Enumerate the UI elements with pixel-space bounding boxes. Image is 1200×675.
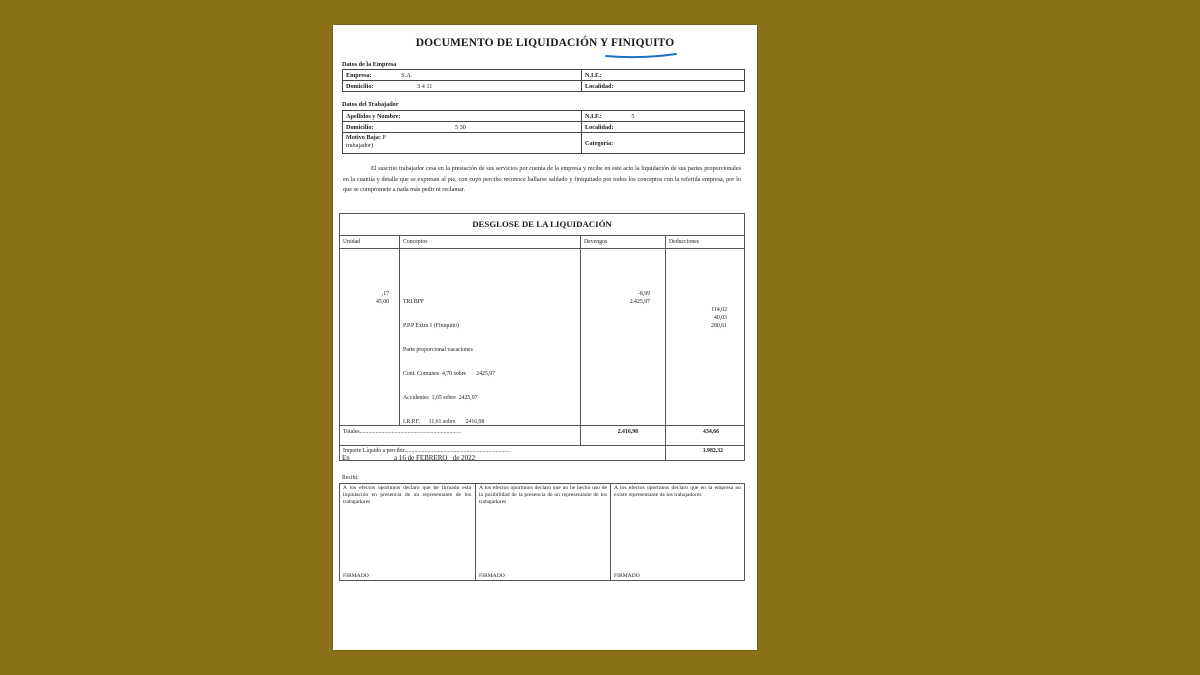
empresa-value: S.A. [401,71,413,79]
concept-item: Accidentes 1,65 sobre 2425,97 [403,395,478,401]
header-devengos: Devengos [584,239,608,245]
liquido-value: 1.982,32 [702,448,723,454]
deduccion-value: 114,02 [711,307,727,313]
firmado-label: FIRMADO [614,573,640,579]
concept-item: P.P.P Extra 1 (Finiquito) [403,323,459,329]
motivo-value: P [382,134,386,141]
concept-item: Cont. Comunes 4,70 sobre 2425,97 [403,371,496,377]
company-section-label: Datos de la Empresa [342,61,397,68]
totales-label: Totales...................................................................... [343,429,462,435]
worker-table [342,110,745,154]
signature-box-1 [339,483,476,581]
firmado-label: FIRMADO [479,573,505,579]
signature-text: A los efectos oportunos declaro que en la empresa no existe representante de los trabajadores [614,485,741,498]
company-domicilio-cell [343,81,582,92]
worker-categoria-cell [582,133,745,154]
place-date: a 16 de FEBRERO de 2022 [394,454,476,462]
worker-nif-label: N.I.F.: [585,112,602,120]
concept-item: Parte proporcional vacaciones [403,347,473,353]
total-deducciones: 434,66 [703,429,719,435]
deduccion-value: 280,61 [711,323,727,329]
signature-box-2 [475,483,611,581]
company-localidad-label: Localidad: [585,82,614,90]
concept-item: I.R.P.F. 11,61 sobre 2416,98 [403,419,485,425]
devengo-value: 2.425,97 [629,299,650,305]
worker-nif-cell [582,111,745,122]
recibi-label: Recibí: [342,475,359,481]
unidad-value: 45,00 [375,299,389,305]
concept-item: TRI BPF [403,299,425,305]
company-domicilio-value: 3 4 11 [417,82,433,90]
unidad-value [343,282,389,290]
signature-box-3 [610,483,745,581]
categoria-label: Categoría: [585,139,614,147]
breakdown-title: DESGLOSE DE LA LIQUIDACIÓN [472,219,612,229]
worker-nif-value: 5 [631,112,635,120]
deduccion-value: 40,03 [713,315,727,321]
worker-domicilio-label: Domicilio: [346,123,374,131]
header-unidad: Unidad [343,239,361,245]
blue-underline-mark [605,51,677,59]
totals-divider [340,425,744,426]
total-devengos: 2.416,98 [617,429,638,435]
worker-motivo-cell [343,133,582,154]
deduccion-value [667,282,727,290]
company-localidad-cell [582,81,745,92]
deduccion-value [667,298,727,306]
worker-localidad-cell [582,122,745,133]
concepts-column [403,282,495,442]
unidad-column [343,282,389,306]
header-divider [340,248,744,249]
company-empresa-cell [343,70,582,81]
empresa-label: Empresa: [346,71,372,79]
deduccion-value [667,290,727,298]
place-en: En [342,454,350,462]
document-title: DOCUMENTO DE LIQUIDACIÓN Y FINIQUITO [415,37,675,49]
signature-text: A los efectos oportunos declaro que no he hecho uso de la posibilidad de la presencia de un representante de los trabajadores [479,485,607,505]
header-conceptos: Conceptos [403,239,428,245]
breakdown-divider [340,235,744,236]
devengo-value: -8,99 [637,291,650,297]
company-table [342,69,745,92]
devengo-value [582,282,650,290]
worker-localidad-label: Localidad: [585,123,614,131]
header-deducciones: Deducciones [669,239,699,245]
settlement-paragraph: El suscrito trabajador cesa en la prestación de sus servicios por cuenta de la empresa y recibe en este acto la liquidación de sus partes proporcionales en la cuantía y detalle que se expresan al pie, con cuyo percibo reconoce hallarse saldado y finiquitado por todos los conceptos con la referida empresa, por lo que se compromete a nada más pedir ni reclamar. [343,165,741,194]
worker-domicilio-value: 5 30 [455,123,466,131]
liquido-label: Importe Líquido a percibir......................................................................... [343,448,511,454]
devengos-column [582,282,650,306]
company-nif-label: N.I.F.: [585,71,602,79]
motivo-label: Motivo Baja: [346,134,381,141]
worker-section-label: Datos del Trabajador [342,101,399,108]
breakdown-table [339,213,745,446]
unidad-value: ,17 [381,291,389,297]
motivo-value-2: trabajador) [346,142,374,149]
company-domicilio-label: Domicilio: [346,82,374,90]
document-page [333,25,757,650]
deducciones-column [667,282,727,330]
firmado-label: FIRMADO [343,573,369,579]
col-divider-3 [665,235,666,445]
company-nif-cell [582,70,745,81]
apellidos-label: Apellidos y Nombre: [346,112,401,120]
worker-apellidos-cell [343,111,582,122]
col-divider-1 [399,235,400,425]
liquido-divider [665,444,666,460]
worker-domicilio-cell [343,122,582,133]
signature-text: A los efectos oportunos declaro que he firmado esta liquidación en presencia de un representante de los trabajadores [343,485,471,505]
col-divider-2 [580,235,581,445]
